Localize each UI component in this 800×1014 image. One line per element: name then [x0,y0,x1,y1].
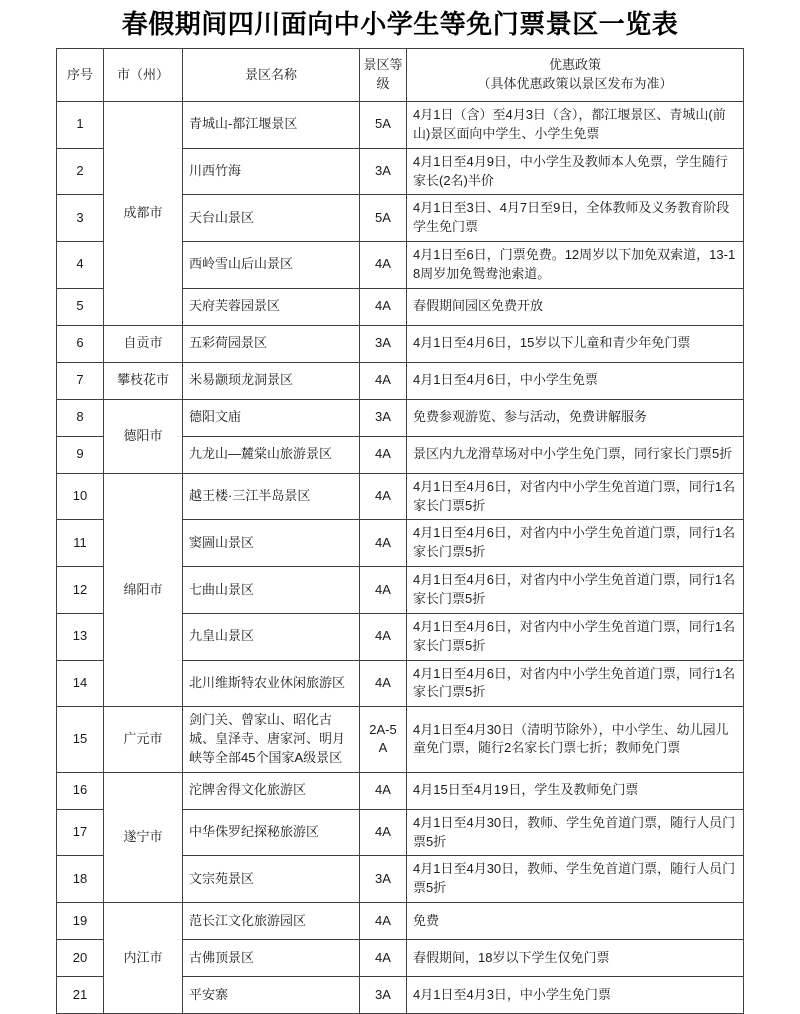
scenic-area-table [56,48,744,1014]
cell-grade: 5A [360,102,407,149]
cell-grade: 4A [360,772,407,809]
cell-grade: 3A [360,148,407,195]
cell-index: 17 [57,809,104,856]
cell-grade: 3A [360,856,407,903]
cell-index: 18 [57,856,104,903]
cell-index: 6 [57,325,104,362]
cell-policy: 4月1日至3日、4月7日至9日，全体教师及义务教育阶段学生免门票 [407,195,744,242]
table-row [57,325,744,362]
cell-scenic-name: 剑门关、曾家山、昭化古城、皇泽寺、唐家河、明月峡等全部45个国家A级景区 [183,707,360,773]
cell-city: 自贡市 [104,325,183,362]
table-header [57,49,744,102]
table-row [57,102,744,149]
cell-grade: 4A [360,362,407,399]
cell-scenic-name: 德阳文庙 [183,399,360,436]
cell-policy: 4月1日至4月6日，对省内中小学生免首道门票，同行1名家长门票5折 [407,520,744,567]
cell-index: 7 [57,362,104,399]
cell-index: 1 [57,102,104,149]
cell-scenic-name: 北川维斯特农业休闲旅游区 [183,660,360,707]
table-header-row [57,49,744,102]
cell-scenic-name: 川西竹海 [183,148,360,195]
cell-grade: 2A-5A [360,707,407,773]
cell-index: 3 [57,195,104,242]
page-title: 春假期间四川面向中小学生等免门票景区一览表 [121,9,679,39]
cell-scenic-name: 天府芙蓉园景区 [183,288,360,325]
cell-policy: 4月1日至4月6日，对省内中小学生免首道门票，同行1名家长门票5折 [407,660,744,707]
table-row [57,707,744,773]
cell-policy: 4月1日至4月30日，教师、学生免首道门票，随行人员门票5折 [407,856,744,903]
cell-grade: 3A [360,325,407,362]
cell-city: 攀枝花市 [104,362,183,399]
cell-grade: 4A [360,613,407,660]
cell-index: 11 [57,520,104,567]
cell-index: 16 [57,772,104,809]
cell-index: 19 [57,903,104,940]
cell-city: 内江市 [104,903,183,1014]
cell-grade: 4A [360,809,407,856]
cell-index: 12 [57,567,104,614]
cell-scenic-name: 平安寨 [183,977,360,1014]
cell-index: 5 [57,288,104,325]
cell-policy: 4月1日至4月3日，中小学生免门票 [407,977,744,1014]
cell-scenic-name: 五彩荷园景区 [183,325,360,362]
cell-index: 2 [57,148,104,195]
cell-policy: 4月1日至4月6日，对省内中小学生免首道门票，同行1名家长门票5折 [407,567,744,614]
cell-grade: 3A [360,399,407,436]
cell-grade: 5A [360,195,407,242]
cell-policy: 4月1日（含）至4月3日（含），都江堰景区、青城山(前山)景区面向中学生、小学生免票 [407,102,744,149]
cell-grade: 4A [360,242,407,289]
cell-grade: 4A [360,288,407,325]
cell-scenic-name: 沱牌舍得文化旅游区 [183,772,360,809]
cell-city: 德阳市 [104,399,183,473]
table-row [57,399,744,436]
table-row [57,772,744,809]
cell-policy: 4月1日至4月6日，对省内中小学生免首道门票，同行1名家长门票5折 [407,613,744,660]
cell-policy: 4月1日至4月30日（清明节除外），中小学生、幼儿园儿童免门票，随行2名家长门票七折；教师免门票 [407,707,744,773]
cell-grade: 4A [360,520,407,567]
cell-scenic-name: 窦圌山景区 [183,520,360,567]
table-body [57,102,744,1014]
cell-index: 15 [57,707,104,773]
cell-index: 8 [57,399,104,436]
cell-index: 4 [57,242,104,289]
table-row [57,473,744,520]
cell-city: 广元市 [104,707,183,773]
cell-policy: 4月1日至6日，门票免费。12周岁以下加免双索道，13-18周岁加免鸳鸯池索道。 [407,242,744,289]
cell-policy: 4月15日至4月19日，学生及教师免门票 [407,772,744,809]
cell-policy: 4月1日至4月6日，中小学生免票 [407,362,744,399]
cell-policy: 免费 [407,903,744,940]
cell-scenic-name: 九皇山景区 [183,613,360,660]
header-policy-title: 优惠政策 [548,57,601,73]
header-name: 景区名称 [183,49,360,102]
header-policy [407,49,744,102]
cell-grade: 4A [360,940,407,977]
table-row [57,362,744,399]
header-grade: 景区等级 [360,49,407,102]
cell-policy: 春假期间园区免费开放 [407,288,744,325]
header-policy-note: （具体优惠政策以景区发布为准） [477,76,673,91]
cell-scenic-name: 古佛顶景区 [183,940,360,977]
cell-scenic-name: 九龙山—麓棠山旅游景区 [183,436,360,473]
table-row [57,903,744,940]
cell-scenic-name: 青城山-都江堰景区 [183,102,360,149]
cell-city: 遂宁市 [104,772,183,902]
cell-policy: 4月1日至4月30日，教师、学生免首道门票，随行人员门票5折 [407,809,744,856]
cell-policy: 4月1日至4月6日，15岁以下儿童和青少年免门票 [407,325,744,362]
cell-grade: 4A [360,660,407,707]
cell-grade: 4A [360,903,407,940]
cell-grade: 4A [360,473,407,520]
cell-policy: 4月1日至4月9日，中小学生及教师本人免票，学生随行家长(2名)半价 [407,148,744,195]
cell-index: 9 [57,436,104,473]
cell-index: 10 [57,473,104,520]
header-index: 序号 [57,49,104,102]
cell-grade: 4A [360,436,407,473]
cell-policy: 景区内九龙滑草场对中小学生免门票，同行家长门票5折 [407,436,744,473]
cell-index: 21 [57,977,104,1014]
cell-policy: 春假期间，18岁以下学生仅免门票 [407,940,744,977]
cell-policy: 免费参观游览、参与活动，免费讲解服务 [407,399,744,436]
cell-scenic-name: 天台山景区 [183,195,360,242]
cell-scenic-name: 范长江文化旅游园区 [183,903,360,940]
cell-index: 14 [57,660,104,707]
header-city: 市（州） [104,49,183,102]
cell-scenic-name: 中华侏罗纪探秘旅游区 [183,809,360,856]
cell-scenic-name: 米易颛顼龙洞景区 [183,362,360,399]
cell-city: 成都市 [104,102,183,326]
cell-scenic-name: 文宗苑景区 [183,856,360,903]
cell-city: 绵阳市 [104,473,183,706]
cell-index: 13 [57,613,104,660]
cell-grade: 3A [360,977,407,1014]
cell-grade: 4A [360,567,407,614]
cell-index: 20 [57,940,104,977]
cell-policy: 4月1日至4月6日，对省内中小学生免首道门票，同行1名家长门票5折 [407,473,744,520]
cell-scenic-name: 七曲山景区 [183,567,360,614]
cell-scenic-name: 越王楼·三江半岛景区 [183,473,360,520]
cell-scenic-name: 西岭雪山后山景区 [183,242,360,289]
